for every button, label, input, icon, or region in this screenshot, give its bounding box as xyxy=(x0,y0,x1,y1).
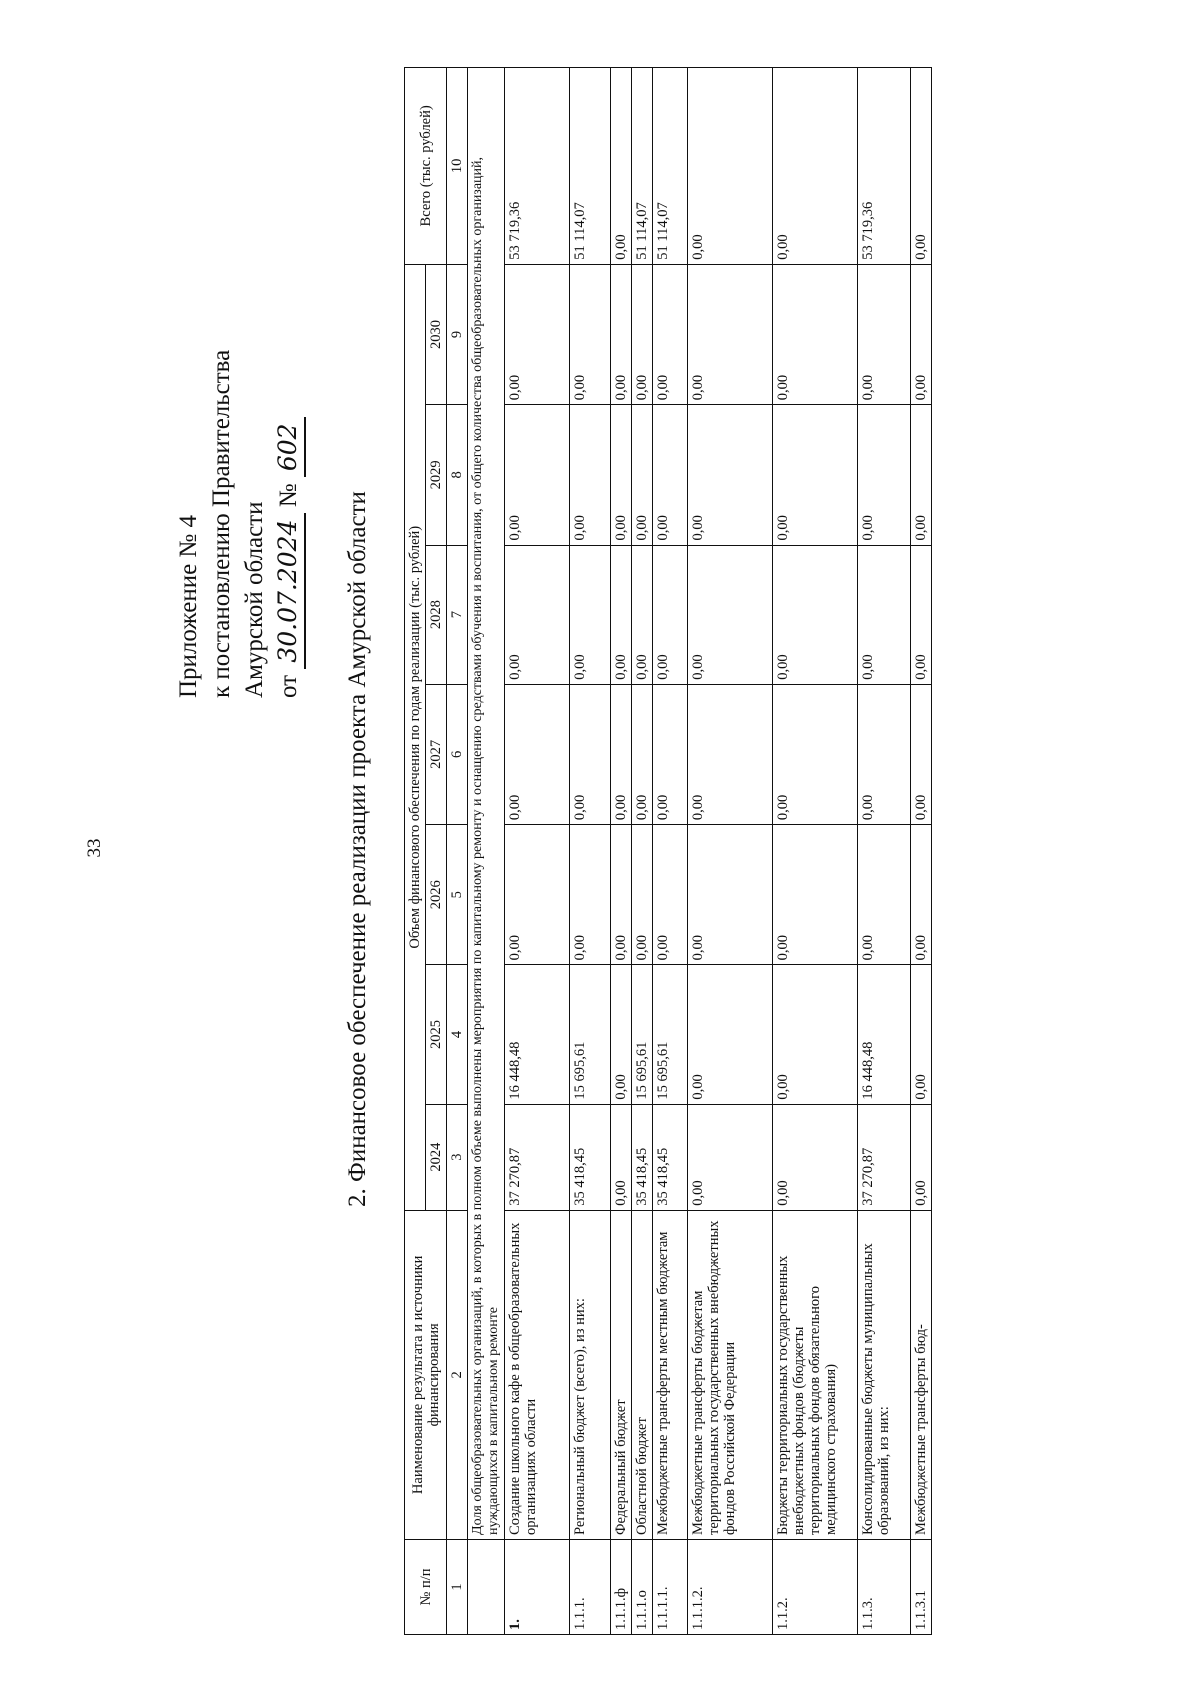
table-row xyxy=(632,68,653,1635)
row-value: 0,00 xyxy=(858,545,911,684)
column-number: 8 xyxy=(447,405,468,545)
row-total: 0,00 xyxy=(688,68,773,265)
column-number: 10 xyxy=(447,68,468,265)
row-total: 0,00 xyxy=(773,68,858,265)
row-number: 1. xyxy=(505,1539,570,1634)
row-name: Региональный бюджет (всего), из них: xyxy=(570,1210,611,1539)
row-value: 0,00 xyxy=(653,825,688,965)
table-row xyxy=(911,68,932,1635)
row-value: 0,00 xyxy=(911,545,932,684)
row-value: 0,00 xyxy=(688,965,773,1104)
row-value: 0,00 xyxy=(653,405,688,545)
row-number: 1.1.1.о xyxy=(632,1539,653,1634)
annex-date-line xyxy=(271,350,306,698)
row-value: 0,00 xyxy=(858,264,911,404)
row-value: 0,00 xyxy=(911,1104,932,1210)
annex-line-2: к постановлению Правительства xyxy=(208,349,235,698)
row-total: 53 719,36 xyxy=(858,68,911,265)
table-row xyxy=(570,68,611,1635)
row-value: 0,00 xyxy=(688,684,773,824)
row-value: 0,00 xyxy=(911,264,932,404)
row-value: 15 695,61 xyxy=(632,965,653,1104)
row-value: 0,00 xyxy=(688,264,773,404)
row-number: 1.1.1.1. xyxy=(653,1539,688,1634)
row-value: 0,00 xyxy=(611,1104,632,1210)
row-total: 53 719,36 xyxy=(505,68,570,265)
row-value: 0,00 xyxy=(688,825,773,965)
row-name: Областной бюджет xyxy=(632,1210,653,1539)
header-year: 2025 xyxy=(426,965,447,1104)
financing-table xyxy=(404,67,932,1635)
row-value: 15 695,61 xyxy=(653,965,688,1104)
row-name: Консолидированные бюджеты муниципальных образований, из них: xyxy=(858,1210,911,1539)
row-value: 0,00 xyxy=(611,405,632,545)
row-value: 35 418,45 xyxy=(632,1104,653,1210)
row-value: 0,00 xyxy=(653,684,688,824)
table-row xyxy=(773,68,858,1635)
table-row xyxy=(858,68,911,1635)
column-number: 9 xyxy=(447,264,468,404)
row-value: 0,00 xyxy=(911,405,932,545)
column-number: 4 xyxy=(447,965,468,1104)
number-prefix: № xyxy=(275,483,302,508)
row-value: 0,00 xyxy=(505,825,570,965)
row-number: 1.1.3. xyxy=(858,1539,911,1634)
row-number: 1.1.1.ф xyxy=(611,1539,632,1634)
row-value: 0,00 xyxy=(505,684,570,824)
column-number: 7 xyxy=(447,545,468,684)
row-value: 37 270,87 xyxy=(505,1104,570,1210)
header-year: 2026 xyxy=(426,825,447,965)
row-value: 0,00 xyxy=(773,965,858,1104)
row-name: Межбюджетные трансферты бюджетам территориальных государственных внебюджетных фондов Российской Федерации xyxy=(688,1210,773,1539)
row-value: 0,00 xyxy=(688,1104,773,1210)
goal-row xyxy=(468,68,505,1635)
column-number: 5 xyxy=(447,825,468,965)
row-value: 0,00 xyxy=(688,405,773,545)
header-row-1 xyxy=(405,68,426,1635)
row-value: 0,00 xyxy=(653,545,688,684)
row-name: Федеральный бюджет xyxy=(611,1210,632,1539)
date-prefix: от xyxy=(275,674,302,698)
row-value: 0,00 xyxy=(773,264,858,404)
row-value: 0,00 xyxy=(611,684,632,824)
table-row xyxy=(505,68,570,1635)
row-value: 16 448,48 xyxy=(858,965,911,1104)
row-total: 0,00 xyxy=(611,68,632,265)
row-value: 0,00 xyxy=(611,825,632,965)
row-name: Бюджеты территориальных государственных внебюджетных фондов (бюджеты территориальных фондов обязательного медицинского страхования) xyxy=(773,1210,858,1539)
table-row xyxy=(611,68,632,1635)
table-row xyxy=(688,68,773,1635)
row-total: 51 114,07 xyxy=(570,68,611,265)
row-name: Межбюджетные трансферты бюд- xyxy=(911,1210,932,1539)
header-name: Наименование результата и источники финансирования xyxy=(405,1210,447,1539)
row-total: 51 114,07 xyxy=(653,68,688,265)
row-value: 0,00 xyxy=(773,545,858,684)
section-title: 2. Финансовое обеспечение реализации проекта Амурской области xyxy=(344,491,371,1207)
handwritten-date: 30.07.2024 xyxy=(271,514,306,669)
column-number: 2 xyxy=(447,1210,468,1539)
row-value: 0,00 xyxy=(911,965,932,1104)
header-total: Всего (тыс. рублей) xyxy=(405,68,447,265)
column-number: 3 xyxy=(447,1104,468,1210)
row-total: 0,00 xyxy=(911,68,932,265)
annex-title: Приложение № 4 xyxy=(175,514,202,698)
column-number-row xyxy=(447,68,468,1635)
header-year: 2028 xyxy=(426,545,447,684)
row-value: 0,00 xyxy=(858,684,911,824)
row-value: 37 270,87 xyxy=(858,1104,911,1210)
header-volume: Объем финансового обеспечения по годам реализации (тыс. рублей) xyxy=(405,264,426,1210)
header-year: 2029 xyxy=(426,405,447,545)
row-value: 0,00 xyxy=(632,264,653,404)
row-value: 0,00 xyxy=(858,405,911,545)
row-value: 0,00 xyxy=(505,405,570,545)
row-value: 0,00 xyxy=(570,264,611,404)
annex-block xyxy=(172,350,306,698)
column-number: 6 xyxy=(447,684,468,824)
header-num: № п/п xyxy=(405,1539,447,1634)
row-value: 15 695,61 xyxy=(570,965,611,1104)
row-value: 0,00 xyxy=(632,545,653,684)
row-number: 1.1.2. xyxy=(773,1539,858,1634)
row-value: 0,00 xyxy=(773,405,858,545)
row-value: 35 418,45 xyxy=(570,1104,611,1210)
row-value: 0,00 xyxy=(773,825,858,965)
page-number: 33 xyxy=(84,838,105,858)
row-value: 0,00 xyxy=(570,545,611,684)
row-value: 0,00 xyxy=(505,545,570,684)
row-value: 0,00 xyxy=(911,684,932,824)
row-name: Создание школьного кафе в общеобразовательных организациях области xyxy=(505,1210,570,1539)
row-number: 1.1.3.1 xyxy=(911,1539,932,1634)
row-value: 0,00 xyxy=(632,825,653,965)
row-value: 0,00 xyxy=(773,684,858,824)
row-name: Межбюджетные трансферты местным бюджетам xyxy=(653,1210,688,1539)
row-value: 0,00 xyxy=(773,1104,858,1210)
column-number: 1 xyxy=(447,1539,468,1634)
row-value: 0,00 xyxy=(688,545,773,684)
goal-spacer xyxy=(468,1539,505,1634)
row-number: 1.1.1. xyxy=(570,1539,611,1634)
row-value: 0,00 xyxy=(570,405,611,545)
row-value: 0,00 xyxy=(911,825,932,965)
row-value: 0,00 xyxy=(570,684,611,824)
goal-text: Доля общеобразовательных организаций, в которых в полном объеме выполнены мероприятия по капитальному ремонту и оснащению средствами обучения и воспитания, от общего количества общеобразовательных организаций, нуждающихся в капитальном ремонте xyxy=(468,68,505,1540)
row-value: 0,00 xyxy=(858,825,911,965)
row-value: 16 448,48 xyxy=(505,965,570,1104)
row-value: 0,00 xyxy=(653,264,688,404)
table-row xyxy=(653,68,688,1635)
row-value: 0,00 xyxy=(611,965,632,1104)
row-value: 0,00 xyxy=(632,684,653,824)
row-value: 35 418,45 xyxy=(653,1104,688,1210)
row-value: 0,00 xyxy=(505,264,570,404)
header-year: 2024 xyxy=(426,1104,447,1210)
row-total: 51 114,07 xyxy=(632,68,653,265)
header-year: 2030 xyxy=(426,264,447,404)
header-year: 2027 xyxy=(426,684,447,824)
handwritten-number: 602 xyxy=(271,417,306,477)
row-value: 0,00 xyxy=(611,545,632,684)
row-number: 1.1.1.2. xyxy=(688,1539,773,1634)
row-value: 0,00 xyxy=(570,825,611,965)
row-value: 0,00 xyxy=(611,264,632,404)
row-value: 0,00 xyxy=(632,405,653,545)
annex-line-3: Амурской области xyxy=(241,501,268,698)
